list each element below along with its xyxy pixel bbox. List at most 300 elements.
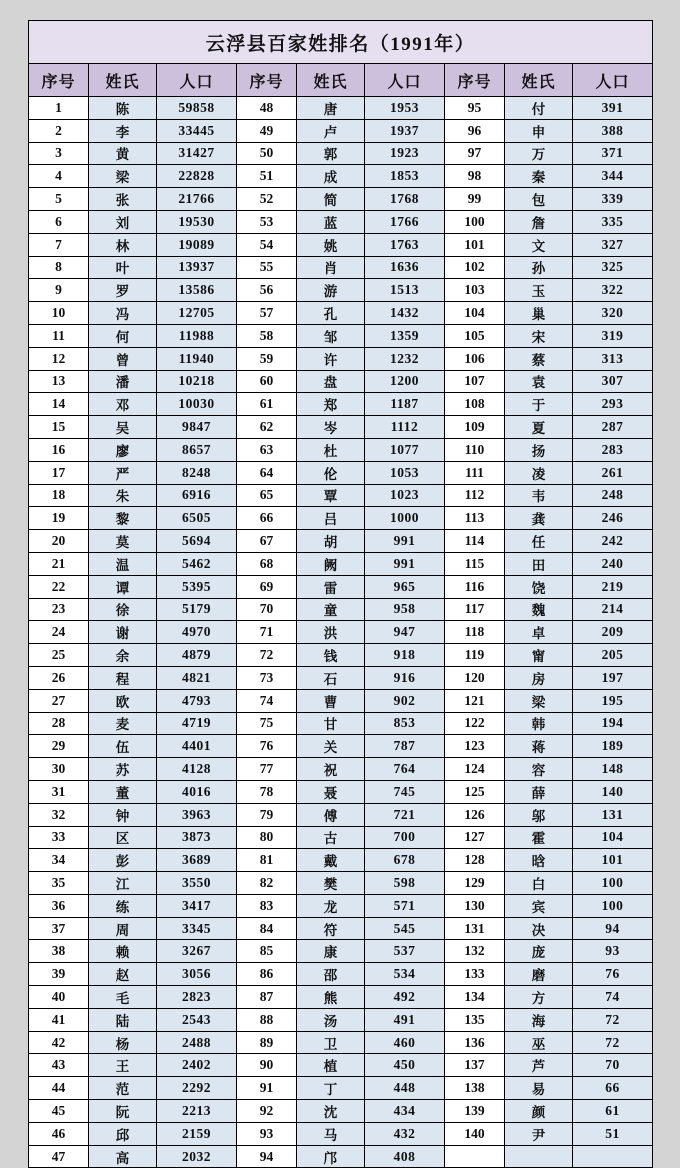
- cell-surname: 游: [297, 279, 365, 302]
- cell-population: 947: [365, 621, 445, 644]
- cell-rank: 21: [29, 552, 89, 575]
- table-row: [29, 758, 653, 781]
- cell-surname: 马: [297, 1122, 365, 1145]
- table-row: [29, 1031, 653, 1054]
- table-row: [29, 963, 653, 986]
- cell-surname: 熊: [297, 986, 365, 1009]
- cell-population: 246: [573, 507, 653, 530]
- cell-surname: 白: [505, 872, 573, 895]
- cell-population: 313: [573, 347, 653, 370]
- cell-surname: 姚: [297, 233, 365, 256]
- cell-population: 101: [573, 849, 653, 872]
- cell-surname: 申: [505, 119, 573, 142]
- table-row: [29, 188, 653, 211]
- spreadsheet-sheet: [28, 20, 652, 1168]
- cell-surname: 黎: [89, 507, 157, 530]
- table-row: [29, 1145, 653, 1168]
- cell-population: 1112: [365, 416, 445, 439]
- cell-rank: 24: [29, 621, 89, 644]
- cell-population: 100: [573, 872, 653, 895]
- cell-population: 13937: [157, 256, 237, 279]
- cell-population: 853: [365, 712, 445, 735]
- cell-surname: 叶: [89, 256, 157, 279]
- cell-rank: 114: [445, 530, 505, 553]
- cell-surname: 薛: [505, 780, 573, 803]
- table-row: [29, 598, 653, 621]
- cell-population: 2823: [157, 986, 237, 1009]
- cell-population: 3056: [157, 963, 237, 986]
- cell-population: 1232: [365, 347, 445, 370]
- cell-population: 1768: [365, 188, 445, 211]
- cell-surname: 胡: [297, 530, 365, 553]
- cell-rank: 20: [29, 530, 89, 553]
- cell-rank: 11: [29, 324, 89, 347]
- cell-population: 148: [573, 758, 653, 781]
- cell-empty: [505, 1145, 573, 1168]
- cell-rank: 137: [445, 1054, 505, 1077]
- cell-surname: 洪: [297, 621, 365, 644]
- cell-surname: 方: [505, 986, 573, 1009]
- table-header-row: [29, 64, 653, 97]
- cell-rank: 100: [445, 210, 505, 233]
- cell-rank: 39: [29, 963, 89, 986]
- table-row: [29, 1008, 653, 1031]
- table-title-row: [29, 21, 653, 64]
- cell-rank: 56: [237, 279, 297, 302]
- table-row: [29, 621, 653, 644]
- cell-rank: 65: [237, 484, 297, 507]
- cell-surname: 刘: [89, 210, 157, 233]
- cell-population: 320: [573, 302, 653, 325]
- cell-population: 1763: [365, 233, 445, 256]
- cell-surname: 芦: [505, 1054, 573, 1077]
- cell-population: 3345: [157, 917, 237, 940]
- cell-surname: 程: [89, 666, 157, 689]
- cell-rank: 101: [445, 233, 505, 256]
- cell-rank: 120: [445, 666, 505, 689]
- cell-surname: 谢: [89, 621, 157, 644]
- cell-population: 287: [573, 416, 653, 439]
- cell-rank: 89: [237, 1031, 297, 1054]
- cell-rank: 2: [29, 119, 89, 142]
- cell-population: 283: [573, 438, 653, 461]
- cell-rank: 84: [237, 917, 297, 940]
- cell-surname: 伍: [89, 735, 157, 758]
- cell-population: 965: [365, 575, 445, 598]
- cell-rank: 14: [29, 393, 89, 416]
- cell-population: 2213: [157, 1100, 237, 1123]
- cell-surname: 戴: [297, 849, 365, 872]
- cell-surname: 祝: [297, 758, 365, 781]
- cell-population: 1187: [365, 393, 445, 416]
- cell-rank: 61: [237, 393, 297, 416]
- cell-surname: 许: [297, 347, 365, 370]
- cell-population: 100: [573, 894, 653, 917]
- cell-surname: 雷: [297, 575, 365, 598]
- cell-population: 51: [573, 1122, 653, 1145]
- cell-rank: 106: [445, 347, 505, 370]
- cell-population: 432: [365, 1122, 445, 1145]
- cell-surname: 康: [297, 940, 365, 963]
- cell-population: 1513: [365, 279, 445, 302]
- table-row: [29, 393, 653, 416]
- cell-rank: 54: [237, 233, 297, 256]
- cell-surname: 江: [89, 872, 157, 895]
- cell-surname: 卢: [297, 119, 365, 142]
- table-row: [29, 872, 653, 895]
- cell-population: 13586: [157, 279, 237, 302]
- cell-population: 5694: [157, 530, 237, 553]
- cell-rank: 79: [237, 803, 297, 826]
- table-row: [29, 849, 653, 872]
- cell-rank: 107: [445, 370, 505, 393]
- cell-population: 4719: [157, 712, 237, 735]
- cell-rank: 72: [237, 644, 297, 667]
- cell-population: 31427: [157, 142, 237, 165]
- cell-rank: 33: [29, 826, 89, 849]
- cell-rank: 117: [445, 598, 505, 621]
- cell-surname: 邵: [297, 963, 365, 986]
- cell-population: 325: [573, 256, 653, 279]
- cell-surname: 卫: [297, 1031, 365, 1054]
- cell-surname: 龚: [505, 507, 573, 530]
- cell-rank: 27: [29, 689, 89, 712]
- cell-rank: 133: [445, 963, 505, 986]
- cell-population: 1432: [365, 302, 445, 325]
- cell-surname: 郭: [297, 142, 365, 165]
- cell-surname: 吕: [297, 507, 365, 530]
- table-row: [29, 780, 653, 803]
- table-row: [29, 826, 653, 849]
- cell-population: 344: [573, 165, 653, 188]
- cell-rank: 53: [237, 210, 297, 233]
- table-row: [29, 370, 653, 393]
- cell-population: 307: [573, 370, 653, 393]
- cell-surname: 邱: [89, 1122, 157, 1145]
- cell-surname: 盘: [297, 370, 365, 393]
- cell-rank: 13: [29, 370, 89, 393]
- cell-rank: 75: [237, 712, 297, 735]
- cell-rank: 36: [29, 894, 89, 917]
- cell-surname: 龙: [297, 894, 365, 917]
- cell-population: 491: [365, 1008, 445, 1031]
- cell-rank: 87: [237, 986, 297, 1009]
- cell-population: 33445: [157, 119, 237, 142]
- cell-surname: 朱: [89, 484, 157, 507]
- cell-surname: 聂: [297, 780, 365, 803]
- cell-rank: 10: [29, 302, 89, 325]
- cell-surname: 植: [297, 1054, 365, 1077]
- cell-surname: 罗: [89, 279, 157, 302]
- cell-population: 918: [365, 644, 445, 667]
- cell-surname: 魏: [505, 598, 573, 621]
- cell-surname: 关: [297, 735, 365, 758]
- cell-rank: 18: [29, 484, 89, 507]
- cell-rank: 43: [29, 1054, 89, 1077]
- cell-surname: 石: [297, 666, 365, 689]
- cell-rank: 70: [237, 598, 297, 621]
- table-row: [29, 416, 653, 439]
- cell-population: 408: [365, 1145, 445, 1168]
- column-header-surname-1: 姓氏: [89, 64, 157, 97]
- cell-rank: 47: [29, 1145, 89, 1168]
- table-row: [29, 347, 653, 370]
- cell-rank: 116: [445, 575, 505, 598]
- cell-population: 19089: [157, 233, 237, 256]
- cell-surname: 任: [505, 530, 573, 553]
- cell-rank: 122: [445, 712, 505, 735]
- cell-rank: 50: [237, 142, 297, 165]
- cell-population: 248: [573, 484, 653, 507]
- cell-population: 598: [365, 872, 445, 895]
- cell-rank: 98: [445, 165, 505, 188]
- cell-surname: 区: [89, 826, 157, 849]
- cell-empty: [573, 1145, 653, 1168]
- cell-surname: 严: [89, 461, 157, 484]
- table-row: [29, 461, 653, 484]
- cell-surname: 莫: [89, 530, 157, 553]
- cell-rank: 23: [29, 598, 89, 621]
- cell-population: 492: [365, 986, 445, 1009]
- cell-surname: 肖: [297, 256, 365, 279]
- cell-rank: 42: [29, 1031, 89, 1054]
- cell-surname: 成: [297, 165, 365, 188]
- cell-population: 10030: [157, 393, 237, 416]
- cell-surname: 尹: [505, 1122, 573, 1145]
- cell-rank: 15: [29, 416, 89, 439]
- cell-surname: 钟: [89, 803, 157, 826]
- cell-surname: 简: [297, 188, 365, 211]
- cell-surname: 宾: [505, 894, 573, 917]
- cell-surname: 杜: [297, 438, 365, 461]
- cell-population: 209: [573, 621, 653, 644]
- cell-population: 700: [365, 826, 445, 849]
- cell-population: 745: [365, 780, 445, 803]
- cell-population: 66: [573, 1077, 653, 1100]
- cell-population: 327: [573, 233, 653, 256]
- cell-surname: 覃: [297, 484, 365, 507]
- table-row: [29, 986, 653, 1009]
- cell-surname: 童: [297, 598, 365, 621]
- cell-rank: 51: [237, 165, 297, 188]
- cell-population: 537: [365, 940, 445, 963]
- cell-rank: 95: [445, 97, 505, 120]
- cell-surname: 于: [505, 393, 573, 416]
- cell-population: 448: [365, 1077, 445, 1100]
- cell-population: 6916: [157, 484, 237, 507]
- cell-population: 4401: [157, 735, 237, 758]
- cell-rank: 118: [445, 621, 505, 644]
- table-row: [29, 735, 653, 758]
- table-row: [29, 894, 653, 917]
- cell-population: 1200: [365, 370, 445, 393]
- cell-rank: 85: [237, 940, 297, 963]
- cell-surname: 凌: [505, 461, 573, 484]
- cell-rank: 49: [237, 119, 297, 142]
- cell-surname: 卓: [505, 621, 573, 644]
- cell-rank: 130: [445, 894, 505, 917]
- table-row: [29, 279, 653, 302]
- cell-population: 3550: [157, 872, 237, 895]
- cell-population: 545: [365, 917, 445, 940]
- cell-rank: 30: [29, 758, 89, 781]
- cell-population: 787: [365, 735, 445, 758]
- cell-population: 1766: [365, 210, 445, 233]
- cell-population: 70: [573, 1054, 653, 1077]
- cell-surname: 王: [89, 1054, 157, 1077]
- cell-population: 3963: [157, 803, 237, 826]
- cell-rank: 119: [445, 644, 505, 667]
- cell-rank: 136: [445, 1031, 505, 1054]
- cell-surname: 丁: [297, 1077, 365, 1100]
- cell-population: 958: [365, 598, 445, 621]
- cell-population: 450: [365, 1054, 445, 1077]
- cell-surname: 阙: [297, 552, 365, 575]
- cell-rank: 46: [29, 1122, 89, 1145]
- cell-population: 2159: [157, 1122, 237, 1145]
- cell-surname: 赵: [89, 963, 157, 986]
- cell-population: 335: [573, 210, 653, 233]
- cell-surname: 郑: [297, 393, 365, 416]
- cell-surname: 海: [505, 1008, 573, 1031]
- cell-population: 19530: [157, 210, 237, 233]
- cell-population: 3417: [157, 894, 237, 917]
- cell-rank: 38: [29, 940, 89, 963]
- table-row: [29, 97, 653, 120]
- cell-surname: 易: [505, 1077, 573, 1100]
- cell-population: 74: [573, 986, 653, 1009]
- cell-surname: 冯: [89, 302, 157, 325]
- cell-surname: 彭: [89, 849, 157, 872]
- cell-rank: 109: [445, 416, 505, 439]
- cell-surname: 韦: [505, 484, 573, 507]
- cell-population: 242: [573, 530, 653, 553]
- cell-surname: 古: [297, 826, 365, 849]
- cell-surname: 邬: [505, 803, 573, 826]
- cell-rank: 6: [29, 210, 89, 233]
- cell-population: 460: [365, 1031, 445, 1054]
- cell-rank: 31: [29, 780, 89, 803]
- cell-population: 6505: [157, 507, 237, 530]
- cell-surname: 房: [505, 666, 573, 689]
- cell-population: 72: [573, 1031, 653, 1054]
- cell-population: 2488: [157, 1031, 237, 1054]
- cell-surname: 沈: [297, 1100, 365, 1123]
- cell-population: 5395: [157, 575, 237, 598]
- cell-surname: 付: [505, 97, 573, 120]
- cell-population: 59858: [157, 97, 237, 120]
- cell-surname: 何: [89, 324, 157, 347]
- column-header-surname-2: 姓氏: [297, 64, 365, 97]
- cell-surname: 邓: [89, 393, 157, 416]
- cell-surname: 林: [89, 233, 157, 256]
- cell-population: 5179: [157, 598, 237, 621]
- cell-surname: 汤: [297, 1008, 365, 1031]
- cell-population: 678: [365, 849, 445, 872]
- cell-surname: 万: [505, 142, 573, 165]
- cell-rank: 132: [445, 940, 505, 963]
- cell-rank: 67: [237, 530, 297, 553]
- cell-rank: 22: [29, 575, 89, 598]
- cell-surname: 苏: [89, 758, 157, 781]
- cell-population: 571: [365, 894, 445, 917]
- cell-population: 2402: [157, 1054, 237, 1077]
- cell-surname: 蔡: [505, 347, 573, 370]
- cell-surname: 颜: [505, 1100, 573, 1123]
- cell-population: 131: [573, 803, 653, 826]
- table-row: [29, 1077, 653, 1100]
- cell-empty: [445, 1145, 505, 1168]
- cell-surname: 韩: [505, 712, 573, 735]
- cell-population: 1636: [365, 256, 445, 279]
- cell-rank: 73: [237, 666, 297, 689]
- column-header-rank-2: 序号: [237, 64, 297, 97]
- cell-rank: 111: [445, 461, 505, 484]
- table-row: [29, 256, 653, 279]
- cell-surname: 伦: [297, 461, 365, 484]
- table-row: [29, 507, 653, 530]
- cell-rank: 138: [445, 1077, 505, 1100]
- cell-surname: 赖: [89, 940, 157, 963]
- cell-surname: 决: [505, 917, 573, 940]
- cell-rank: 76: [237, 735, 297, 758]
- cell-rank: 105: [445, 324, 505, 347]
- cell-rank: 94: [237, 1145, 297, 1168]
- cell-rank: 91: [237, 1077, 297, 1100]
- cell-rank: 41: [29, 1008, 89, 1031]
- table-row: [29, 1100, 653, 1123]
- cell-population: 214: [573, 598, 653, 621]
- cell-rank: 19: [29, 507, 89, 530]
- cell-surname: 毛: [89, 986, 157, 1009]
- cell-population: 991: [365, 552, 445, 575]
- cell-rank: 110: [445, 438, 505, 461]
- cell-population: 391: [573, 97, 653, 120]
- cell-population: 434: [365, 1100, 445, 1123]
- table-row: [29, 142, 653, 165]
- cell-population: 76: [573, 963, 653, 986]
- cell-surname: 晗: [505, 849, 573, 872]
- cell-population: 5462: [157, 552, 237, 575]
- cell-rank: 90: [237, 1054, 297, 1077]
- cell-surname: 田: [505, 552, 573, 575]
- cell-surname: 陈: [89, 97, 157, 120]
- table-row: [29, 1054, 653, 1077]
- cell-population: 388: [573, 119, 653, 142]
- cell-population: 371: [573, 142, 653, 165]
- table-row: [29, 302, 653, 325]
- cell-population: 2292: [157, 1077, 237, 1100]
- column-header-population-1: 人口: [157, 64, 237, 97]
- cell-rank: 17: [29, 461, 89, 484]
- cell-population: 3873: [157, 826, 237, 849]
- cell-rank: 108: [445, 393, 505, 416]
- cell-rank: 69: [237, 575, 297, 598]
- cell-population: 261: [573, 461, 653, 484]
- cell-population: 104: [573, 826, 653, 849]
- cell-rank: 77: [237, 758, 297, 781]
- cell-surname: 宋: [505, 324, 573, 347]
- cell-population: 12705: [157, 302, 237, 325]
- cell-rank: 66: [237, 507, 297, 530]
- cell-surname: 余: [89, 644, 157, 667]
- cell-surname: 容: [505, 758, 573, 781]
- cell-rank: 60: [237, 370, 297, 393]
- cell-surname: 袁: [505, 370, 573, 393]
- cell-rank: 25: [29, 644, 89, 667]
- cell-surname: 岑: [297, 416, 365, 439]
- cell-surname: 徐: [89, 598, 157, 621]
